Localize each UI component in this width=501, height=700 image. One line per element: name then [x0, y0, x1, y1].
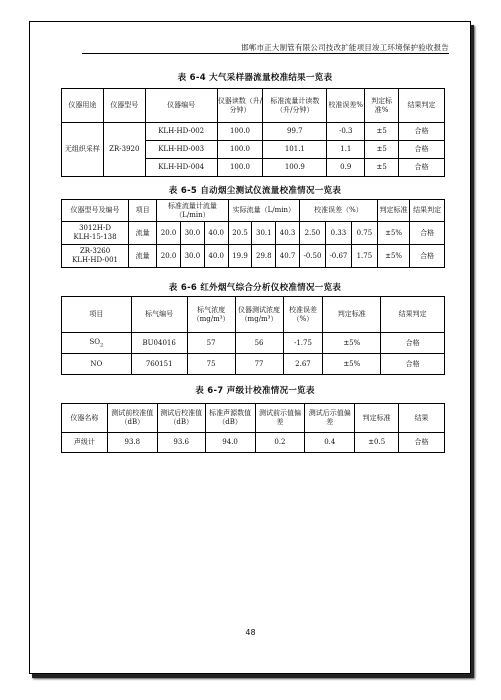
table-cell: 流量	[129, 245, 157, 268]
table-cell: KLH-HD-002	[145, 123, 217, 141]
table-cell: 40.0	[204, 245, 228, 268]
header-cell: 标准声源数值（dB）	[205, 404, 255, 433]
table-cell: ±5%	[323, 354, 381, 375]
table-cell: 93.8	[107, 433, 157, 453]
table-cell: ±5%	[323, 333, 381, 354]
header-cell: 测试后示值偏差	[305, 404, 355, 433]
use-cell: 无组织采样	[62, 123, 104, 177]
header-cell: 判定标准	[377, 200, 409, 222]
header-cell: 校准误差（%）	[283, 297, 323, 333]
header-cell: 仪器编号	[145, 89, 217, 123]
page-header: 邯郸市正大制管有限公司技改扩能项目竣工环境保护验收报告	[241, 43, 449, 52]
table-cell: ±5	[365, 123, 399, 141]
table-cell: 100.0	[217, 159, 263, 177]
table-cell: 合格	[410, 245, 445, 268]
header-cell: 结果判定	[381, 297, 445, 333]
table-cell: 合格	[381, 354, 445, 375]
table-6-7-title: 表 6-7 声级计校准情况一览表	[195, 386, 315, 396]
header-cell: 结果判定	[410, 200, 445, 222]
table-6-5	[61, 199, 445, 268]
page-number: 48	[245, 628, 256, 637]
header-cell: 仪器读数（升/分钟）	[217, 89, 263, 123]
header-cell: 校准误差（%）	[299, 200, 377, 222]
header-cell: 判定标准%	[365, 89, 399, 123]
item-name: NO	[90, 359, 103, 368]
table-cell: 93.6	[157, 433, 205, 453]
header-cell: 项目	[62, 297, 132, 333]
model-name: ZR-3260	[79, 247, 111, 256]
table-cell: 40.3	[276, 222, 300, 245]
table-cell: ±5	[365, 141, 399, 159]
header-cell: 结果判定	[399, 89, 445, 123]
header-cell: 测试前校准值（dB）	[107, 404, 157, 433]
item-cell	[62, 333, 132, 354]
table-cell: 声级计	[62, 433, 108, 453]
header-cell: 标准流量计读数（升/分钟）	[263, 89, 327, 123]
table-6-4	[61, 88, 445, 177]
item-name: SO	[89, 337, 101, 346]
table-cell: ±0.5	[355, 433, 399, 453]
table-cell: 流量	[129, 222, 157, 245]
table-cell: 40.7	[276, 245, 300, 268]
header-cell: 判定标准	[355, 404, 399, 433]
table-cell: 合格	[399, 433, 445, 453]
header-cell: 仪器名称	[62, 404, 108, 433]
table-cell: 0.9	[327, 159, 365, 177]
table-cell: -0.50	[299, 245, 325, 268]
header-cell: 结果	[399, 404, 445, 433]
table-cell: 合格	[381, 333, 445, 354]
table-cell: -0.67	[325, 245, 351, 268]
table-cell: 0.4	[305, 433, 355, 453]
table-cell: 合格	[399, 123, 445, 141]
model-cell	[62, 245, 129, 268]
table-cell: 101.1	[263, 141, 327, 159]
table-cell: 合格	[399, 141, 445, 159]
header-cell: 判定标准	[323, 297, 381, 333]
table-cell: 94.0	[205, 433, 255, 453]
table-cell: 75	[187, 354, 235, 375]
table-cell: BU04016	[131, 333, 187, 354]
table-cell: 30.0	[181, 245, 205, 268]
model-id: KLH-15-138	[73, 233, 117, 241]
table-cell: 760151	[131, 354, 187, 375]
header-cell: 仪器型号及编号	[62, 200, 129, 222]
table-cell: 1.1	[327, 141, 365, 159]
header-cell: 仪器测试浓度（mg/m³）	[235, 297, 283, 333]
table-cell: 30.1	[252, 222, 276, 245]
table-6-6-title: 表 6-6 红外烟气综合分析仪校准情况一览表	[168, 283, 342, 293]
table-cell: 0.2	[255, 433, 305, 453]
header-cell: 测试前示值偏差	[255, 404, 305, 433]
table-cell: KLH-HD-003	[145, 141, 217, 159]
table-cell: ±5%	[377, 245, 409, 268]
table-cell: -0.3	[327, 123, 365, 141]
table-cell: 100.9	[263, 159, 327, 177]
table-cell: 99.7	[263, 123, 327, 141]
table-cell: 0.75	[351, 222, 377, 245]
header-cell: 标气浓度（mg/m³）	[187, 297, 235, 333]
table-cell: 100.0	[217, 123, 263, 141]
table-cell: 40.0	[204, 222, 228, 245]
model-cell: ZR-3920	[103, 123, 145, 177]
item-subscript: 2	[100, 342, 104, 349]
table-cell: 合格	[410, 222, 445, 245]
header-cell: 项目	[129, 200, 157, 222]
header-cell: 校准误差%	[327, 89, 365, 123]
table-cell: 29.8	[252, 245, 276, 268]
table-cell: 19.9	[228, 245, 252, 268]
table-6-7	[61, 403, 445, 453]
table-6-5-title: 表 6-5 自动烟尘测试仪流量校准情况一览表	[168, 186, 342, 196]
table-cell: 20.5	[228, 222, 252, 245]
header-cell: 测试后校准值（dB）	[157, 404, 205, 433]
table-cell: KLH-HD-004	[145, 159, 217, 177]
table-cell: 77	[235, 354, 283, 375]
table-cell: 0.33	[325, 222, 351, 245]
header-cell: 仪器用途	[62, 89, 104, 123]
table-cell: 57	[187, 333, 235, 354]
model-id: KLH-HD-001	[72, 256, 118, 264]
table-cell: 合格	[399, 159, 445, 177]
table-cell: 20.0	[157, 245, 181, 268]
table-cell: 1.75	[351, 245, 377, 268]
header-cell: 标气编号	[131, 297, 187, 333]
table-6-4-title: 表 6-4 大气采样器流量校准结果一览表	[177, 73, 333, 83]
header-rule	[82, 53, 449, 54]
table-cell: -1.75	[283, 333, 323, 354]
table-cell: 30.0	[181, 222, 205, 245]
header-cell: 实际流量（L/min）	[228, 200, 299, 222]
item-cell	[62, 354, 132, 375]
header-cell: 标准流量计流量（L/min）	[157, 200, 228, 222]
table-cell: 20.0	[157, 222, 181, 245]
table-cell: ±5	[365, 159, 399, 177]
header-cell: 仪器型号	[103, 89, 145, 123]
table-cell: 56	[235, 333, 283, 354]
table-6-6	[61, 296, 445, 375]
model-name: 3012H-D	[79, 224, 111, 233]
table-cell: 2.50	[299, 222, 325, 245]
model-cell	[62, 222, 129, 245]
table-cell: 2.67	[283, 354, 323, 375]
table-cell: ±5%	[377, 222, 409, 245]
table-cell: 100.0	[217, 141, 263, 159]
